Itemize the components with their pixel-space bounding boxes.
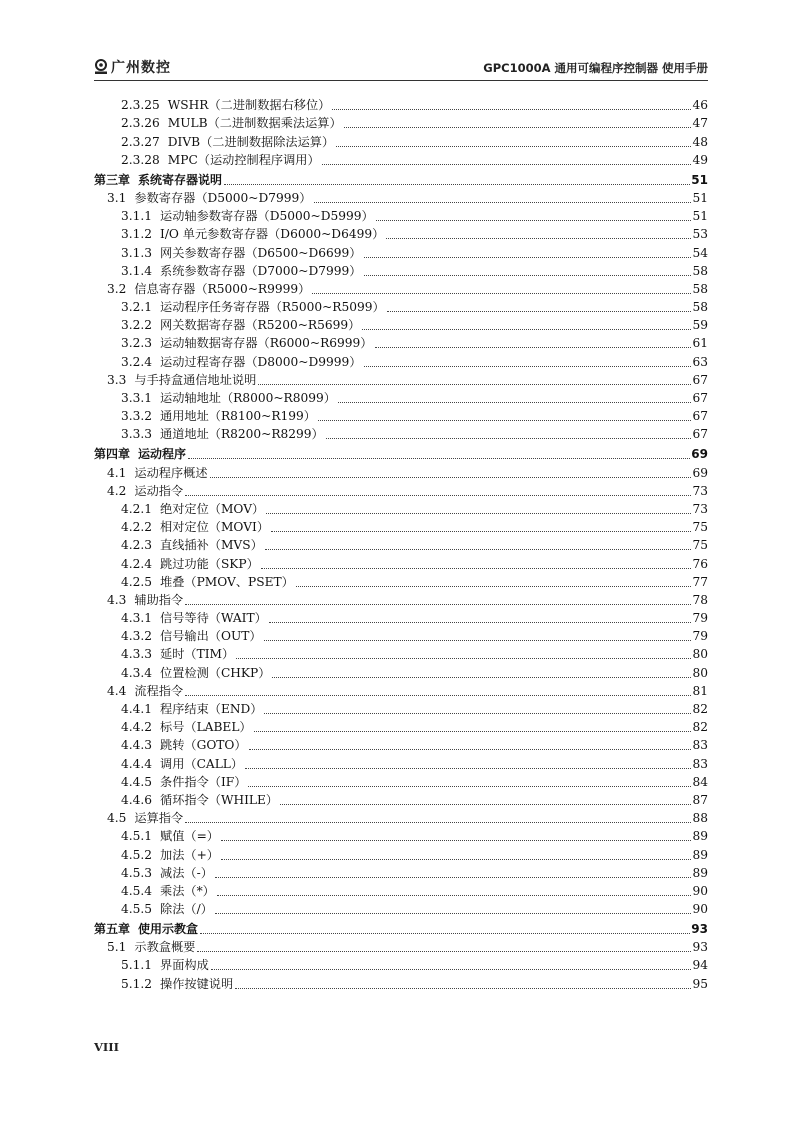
toc-dot-leader bbox=[364, 366, 692, 367]
page-number: VIII bbox=[94, 1040, 120, 1054]
toc-entry-title: 循环指令（WHILE） bbox=[160, 792, 279, 807]
toc-entry-number: 4.5.4 bbox=[121, 883, 153, 898]
toc-entry-number: 2.3.28 bbox=[121, 152, 160, 167]
company-logo bbox=[94, 58, 171, 76]
toc-entry-number: 2.3.26 bbox=[121, 116, 160, 131]
toc-entry-title: 加法（+） bbox=[160, 847, 219, 862]
toc-dot-leader bbox=[185, 604, 691, 605]
toc-entry-number: 5.1.1 bbox=[121, 958, 153, 973]
toc-entry-number: 4.5.1 bbox=[121, 829, 153, 844]
toc-entry-title: 绝对定位（MOV） bbox=[160, 501, 265, 516]
toc-entry-number: 3.3.3 bbox=[121, 427, 153, 442]
toc-dot-leader bbox=[221, 859, 692, 860]
toc-entry[interactable] bbox=[94, 424, 708, 442]
toc-entry[interactable] bbox=[94, 973, 708, 991]
toc-dot-leader bbox=[318, 420, 692, 421]
toc-entry-page: 54 bbox=[692, 245, 708, 260]
toc-entry[interactable] bbox=[94, 608, 708, 626]
toc-entry-number: 4.2 bbox=[107, 483, 127, 498]
toc-entry-page: 67 bbox=[692, 391, 708, 405]
toc-entry[interactable] bbox=[94, 206, 708, 224]
toc-dot-leader bbox=[362, 329, 691, 330]
toc-dot-leader bbox=[221, 840, 692, 841]
toc-entry-number: 4.5.5 bbox=[121, 902, 153, 917]
toc-entry-number: 3.3.1 bbox=[121, 391, 153, 405]
toc-entry-title: 运动程序 bbox=[138, 447, 187, 462]
toc-entry[interactable] bbox=[94, 681, 708, 699]
toc-dot-leader bbox=[272, 677, 691, 678]
toc-entry-page: 47 bbox=[692, 116, 708, 131]
toc-entry-number: 4.3.4 bbox=[121, 665, 153, 680]
toc-entry-page: 80 bbox=[692, 665, 708, 680]
toc-entry-number: 3.3.2 bbox=[121, 409, 153, 424]
toc-dot-leader bbox=[224, 184, 690, 185]
toc-dot-leader bbox=[336, 146, 691, 147]
toc-entry-page: 46 bbox=[692, 98, 708, 113]
toc-entry-title: 示教盒概要 bbox=[134, 940, 196, 955]
toc-entry[interactable] bbox=[94, 844, 708, 862]
toc-dot-leader bbox=[364, 275, 692, 276]
toc-dot-leader bbox=[332, 109, 691, 110]
toc-entry-title: 运动轴数据寄存器（R6000~R6999） bbox=[160, 336, 373, 351]
page-header bbox=[94, 56, 708, 78]
toc-dot-leader bbox=[264, 640, 692, 641]
toc-entry[interactable] bbox=[94, 553, 708, 571]
toc-entry-title: DIVB（二进制数据除法运算） bbox=[167, 134, 335, 149]
toc-entry-title: 通用地址（R8100~R199） bbox=[160, 409, 316, 424]
toc-dot-leader bbox=[248, 786, 691, 787]
toc-chapter-entry[interactable] bbox=[94, 168, 708, 188]
toc-entry-number: 3.1.2 bbox=[121, 227, 153, 242]
toc-entry-page: 58 bbox=[692, 281, 708, 296]
toc-entry-title: 位置检测（CHKP） bbox=[160, 665, 271, 680]
toc-entry-page: 53 bbox=[692, 227, 708, 242]
toc-entry-page: 69 bbox=[692, 465, 708, 480]
toc-entry-title: 相对定位（MOVI） bbox=[160, 520, 270, 535]
toc-entry-number: 3.2.1 bbox=[121, 300, 153, 315]
logo-text: 广州数控 bbox=[111, 60, 171, 76]
toc-entry[interactable] bbox=[94, 95, 708, 113]
toc-entry-number: 4.4.2 bbox=[121, 720, 153, 735]
toc-entry-page: 67 bbox=[692, 427, 708, 442]
toc-entry-title: 直线插补（MVS） bbox=[160, 538, 263, 553]
toc-entry[interactable] bbox=[94, 224, 708, 242]
toc-entry[interactable] bbox=[94, 131, 708, 149]
toc-entry[interactable] bbox=[94, 826, 708, 844]
table-of-contents bbox=[94, 95, 708, 992]
toc-entry-number: 第五章 bbox=[94, 922, 131, 937]
toc-entry[interactable] bbox=[94, 572, 708, 590]
toc-dot-leader bbox=[344, 127, 692, 128]
toc-entry-page: 83 bbox=[692, 738, 708, 753]
toc-entry-number: 4.3 bbox=[107, 592, 127, 607]
toc-entry[interactable] bbox=[94, 462, 708, 480]
toc-entry[interactable] bbox=[94, 808, 708, 826]
toc-entry-number: 3.2.2 bbox=[121, 318, 153, 333]
toc-entry-number: 3.1.4 bbox=[121, 263, 153, 278]
toc-entry-page: 79 bbox=[692, 629, 708, 644]
toc-entry-number: 2.3.27 bbox=[121, 134, 160, 149]
toc-entry-title: I/O 单元参数寄存器（D6000~D6499） bbox=[160, 227, 385, 242]
toc-entry-number: 4.4.1 bbox=[121, 702, 153, 716]
toc-entry[interactable] bbox=[94, 717, 708, 735]
toc-entry-title: 条件指令（IF） bbox=[160, 774, 247, 789]
toc-entry-number: 4.3.3 bbox=[121, 647, 153, 662]
toc-entry-page: 51 bbox=[692, 190, 708, 205]
toc-entry-title: 跳过功能（SKP） bbox=[160, 556, 259, 571]
toc-entry-title: 信息寄存器（R5000~R9999） bbox=[134, 281, 311, 296]
toc-entry-page: 63 bbox=[692, 354, 708, 369]
toc-entry[interactable] bbox=[94, 955, 708, 973]
toc-entry-page: 77 bbox=[692, 574, 708, 589]
toc-entry-page: 51 bbox=[691, 172, 708, 187]
toc-entry-page: 81 bbox=[692, 683, 708, 698]
toc-dot-leader bbox=[264, 713, 691, 714]
toc-entry-number: 4.2.2 bbox=[121, 520, 153, 535]
toc-entry-title: 运动过程寄存器（D8000~D9999） bbox=[160, 354, 362, 369]
toc-entry-page: 95 bbox=[692, 976, 708, 991]
toc-entry[interactable] bbox=[94, 899, 708, 917]
toc-entry[interactable] bbox=[94, 279, 708, 297]
toc-dot-leader bbox=[265, 549, 692, 550]
toc-entry-title: MULB（二进制数据乘法运算） bbox=[167, 116, 342, 131]
toc-entry-number: 3.2.3 bbox=[121, 336, 153, 351]
toc-dot-leader bbox=[215, 877, 692, 878]
toc-entry-number: 3.1 bbox=[107, 190, 127, 205]
toc-entry-page: 69 bbox=[691, 447, 708, 462]
toc-dot-leader bbox=[235, 988, 691, 989]
toc-entry-title: 延时（TIM） bbox=[160, 647, 235, 662]
toc-entry-title: 系统寄存器说明 bbox=[138, 172, 223, 187]
toc-entry-title: 运动程序概述 bbox=[134, 465, 208, 480]
toc-entry[interactable] bbox=[94, 699, 708, 717]
toc-entry-title: 堆叠（PMOV、PSET） bbox=[160, 574, 294, 589]
toc-dot-leader bbox=[386, 238, 691, 239]
toc-entry-page: 75 bbox=[692, 538, 708, 553]
toc-entry-title: 通道地址（R8200~R8299） bbox=[160, 427, 324, 442]
toc-dot-leader bbox=[312, 293, 691, 294]
toc-dot-leader bbox=[185, 495, 691, 496]
toc-entry-number: 5.1.2 bbox=[121, 976, 153, 991]
toc-entry-page: 79 bbox=[692, 611, 708, 626]
toc-entry-title: 运动轴地址（R8000~R8099） bbox=[160, 391, 336, 405]
toc-entry-number: 4.4.3 bbox=[121, 738, 153, 753]
toc-entry-page: 93 bbox=[692, 940, 708, 955]
toc-entry-page: 58 bbox=[692, 300, 708, 315]
toc-entry-title: 减法（-） bbox=[160, 865, 213, 880]
toc-entry-number: 2.3.25 bbox=[121, 98, 160, 113]
toc-entry[interactable] bbox=[94, 370, 708, 388]
toc-dot-leader bbox=[185, 822, 691, 823]
toc-entry-page: 90 bbox=[692, 902, 708, 917]
toc-entry-page: 59 bbox=[692, 318, 708, 333]
toc-entry-title: 参数寄存器（D5000~D7999） bbox=[134, 190, 312, 205]
toc-entry-title: 运动轴参数寄存器（D5000~D5999） bbox=[160, 209, 374, 224]
toc-entry-title: 信号等待（WAIT） bbox=[160, 611, 267, 626]
toc-dot-leader bbox=[338, 402, 692, 403]
toc-entry-number: 3.2.4 bbox=[121, 354, 153, 369]
toc-entry-number: 第四章 bbox=[94, 447, 131, 462]
toc-entry-number: 4.4.6 bbox=[121, 792, 153, 807]
toc-dot-leader bbox=[245, 768, 691, 769]
toc-entry-page: 75 bbox=[692, 520, 708, 535]
toc-entry-number: 5.1 bbox=[107, 940, 127, 955]
toc-entry-title: 流程指令 bbox=[134, 683, 184, 698]
toc-entry-title: 系统参数寄存器（D7000~D7999） bbox=[160, 263, 362, 278]
toc-entry-title: 网关参数寄存器（D6500~D6699） bbox=[160, 245, 362, 260]
toc-chapter-entry[interactable] bbox=[94, 442, 708, 462]
toc-entry[interactable] bbox=[94, 937, 708, 955]
toc-entry-number: 4.5.3 bbox=[121, 865, 153, 880]
toc-entry-number: 4.3.2 bbox=[121, 629, 153, 644]
toc-entry-page: 73 bbox=[692, 501, 708, 516]
toc-entry-number: 4.4.4 bbox=[121, 756, 153, 771]
toc-dot-leader bbox=[376, 220, 692, 221]
toc-entry[interactable] bbox=[94, 753, 708, 771]
toc-entry[interactable] bbox=[94, 150, 708, 168]
toc-entry-number: 4.4.5 bbox=[121, 774, 153, 789]
toc-dot-leader bbox=[314, 202, 692, 203]
toc-entry-page: 82 bbox=[692, 702, 708, 716]
toc-entry-title: 辅助指令 bbox=[134, 592, 184, 607]
toc-entry[interactable] bbox=[94, 315, 708, 333]
toc-entry-page: 82 bbox=[692, 720, 708, 735]
toc-entry-title: 除法（/） bbox=[160, 902, 213, 917]
toc-entry-page: 89 bbox=[692, 865, 708, 880]
toc-entry-number: 4.4 bbox=[107, 683, 127, 698]
toc-entry[interactable] bbox=[94, 644, 708, 662]
toc-entry-page: 93 bbox=[691, 922, 708, 937]
toc-dot-leader bbox=[236, 658, 691, 659]
toc-entry-number: 3.1.1 bbox=[121, 209, 153, 224]
toc-dot-leader bbox=[296, 586, 692, 587]
toc-dot-leader bbox=[185, 695, 691, 696]
toc-entry[interactable] bbox=[94, 517, 708, 535]
toc-entry-page: 67 bbox=[692, 372, 708, 387]
toc-entry-title: 信号输出（OUT） bbox=[160, 629, 262, 644]
toc-entry[interactable] bbox=[94, 499, 708, 517]
toc-entry-page: 61 bbox=[692, 336, 708, 351]
toc-entry-number: 3.2 bbox=[107, 281, 127, 296]
toc-entry-number: 4.2.4 bbox=[121, 556, 153, 571]
toc-dot-leader bbox=[322, 164, 692, 165]
toc-entry-number: 4.5 bbox=[107, 811, 127, 826]
toc-dot-leader bbox=[261, 568, 692, 569]
toc-entry-page: 90 bbox=[692, 883, 708, 898]
toc-dot-leader bbox=[375, 347, 692, 348]
toc-entry-number: 3.1.3 bbox=[121, 245, 153, 260]
toc-entry[interactable] bbox=[94, 590, 708, 608]
toc-entry[interactable] bbox=[94, 113, 708, 131]
toc-entry-page: 87 bbox=[692, 792, 708, 807]
toc-entry[interactable] bbox=[94, 406, 708, 424]
toc-entry-title: 网关数据寄存器（R5200~R5699） bbox=[160, 318, 361, 333]
toc-dot-leader bbox=[197, 951, 691, 952]
toc-entry[interactable] bbox=[94, 351, 708, 369]
toc-entry[interactable] bbox=[94, 772, 708, 790]
toc-entry-title: 调用（CALL） bbox=[160, 756, 244, 771]
toc-entry-page: 83 bbox=[692, 756, 708, 771]
toc-entry-number: 4.1 bbox=[107, 465, 127, 480]
toc-dot-leader bbox=[254, 731, 692, 732]
toc-dot-leader bbox=[326, 438, 692, 439]
toc-entry-page: 88 bbox=[692, 811, 708, 826]
toc-dot-leader bbox=[210, 477, 692, 478]
toc-entry-page: 51 bbox=[692, 209, 708, 224]
toc-entry[interactable] bbox=[94, 881, 708, 899]
toc-entry-title: 界面构成 bbox=[160, 958, 209, 973]
toc-entry[interactable] bbox=[94, 333, 708, 351]
toc-dot-leader bbox=[200, 933, 690, 934]
toc-entry-number: 4.2.1 bbox=[121, 501, 153, 516]
toc-entry-page: 49 bbox=[692, 152, 708, 167]
toc-entry-title: 运算指令 bbox=[134, 811, 184, 826]
toc-entry[interactable] bbox=[94, 388, 708, 406]
toc-dot-leader bbox=[271, 531, 691, 532]
toc-dot-leader bbox=[258, 384, 691, 385]
toc-chapter-entry[interactable] bbox=[94, 917, 708, 937]
toc-entry-title: 赋值（=） bbox=[160, 829, 219, 844]
toc-entry-page: 89 bbox=[692, 829, 708, 844]
toc-entry-page: 84 bbox=[692, 774, 708, 789]
toc-entry-page: 58 bbox=[692, 263, 708, 278]
toc-entry-title: WSHR（二进制数据右移位） bbox=[167, 98, 331, 113]
toc-entry-page: 89 bbox=[692, 847, 708, 862]
toc-entry[interactable] bbox=[94, 790, 708, 808]
toc-dot-leader bbox=[188, 458, 690, 459]
toc-entry-title: 与手持盒通信地址说明 bbox=[134, 372, 257, 387]
document-title: GPC1000A 通用可编程序控制器 使用手册 bbox=[483, 61, 708, 75]
toc-entry-title: 运动程序任务寄存器（R5000~R5099） bbox=[160, 300, 385, 315]
toc-dot-leader bbox=[217, 895, 692, 896]
toc-dot-leader bbox=[269, 622, 692, 623]
toc-entry-number: 4.2.3 bbox=[121, 538, 153, 553]
toc-entry[interactable] bbox=[94, 242, 708, 260]
toc-entry[interactable] bbox=[94, 662, 708, 680]
toc-entry-title: 乘法（*） bbox=[160, 883, 215, 898]
toc-dot-leader bbox=[215, 913, 692, 914]
toc-entry-title: 标号（LABEL） bbox=[160, 720, 252, 735]
toc-entry[interactable] bbox=[94, 626, 708, 644]
toc-entry-page: 48 bbox=[692, 134, 708, 149]
header-divider bbox=[94, 80, 708, 81]
toc-entry-page: 73 bbox=[692, 483, 708, 498]
toc-entry-page: 76 bbox=[692, 556, 708, 571]
toc-entry[interactable] bbox=[94, 481, 708, 499]
toc-dot-leader bbox=[266, 513, 691, 514]
toc-entry-page: 94 bbox=[692, 958, 708, 973]
toc-dot-leader bbox=[280, 804, 691, 805]
toc-entry-page: 80 bbox=[692, 647, 708, 662]
toc-entry[interactable] bbox=[94, 735, 708, 753]
toc-entry-title: 操作按键说明 bbox=[160, 976, 234, 991]
toc-entry-number: 4.5.2 bbox=[121, 847, 153, 862]
toc-entry-title: 运动指令 bbox=[134, 483, 184, 498]
toc-dot-leader bbox=[364, 257, 692, 258]
toc-entry[interactable] bbox=[94, 261, 708, 279]
toc-entry-number: 3.3 bbox=[107, 372, 127, 387]
toc-dot-leader bbox=[211, 969, 692, 970]
toc-entry-number: 4.3.1 bbox=[121, 611, 153, 626]
toc-entry[interactable] bbox=[94, 297, 708, 315]
toc-entry[interactable] bbox=[94, 863, 708, 881]
toc-entry-title: 跳转（GOTO） bbox=[160, 738, 247, 753]
toc-entry-title: 程序结束（END） bbox=[160, 702, 263, 716]
toc-entry-title: 使用示教盒 bbox=[138, 922, 199, 937]
toc-entry-page: 67 bbox=[692, 409, 708, 424]
toc-entry-number: 第三章 bbox=[94, 172, 131, 187]
toc-dot-leader bbox=[249, 749, 692, 750]
toc-entry[interactable] bbox=[94, 535, 708, 553]
toc-dot-leader bbox=[387, 311, 692, 312]
toc-entry-page: 78 bbox=[692, 592, 708, 607]
gsk-logo-icon bbox=[94, 59, 108, 75]
toc-entry[interactable] bbox=[94, 188, 708, 206]
toc-entry-number: 4.2.5 bbox=[121, 574, 153, 589]
toc-entry-title: MPC（运动控制程序调用） bbox=[167, 152, 320, 167]
